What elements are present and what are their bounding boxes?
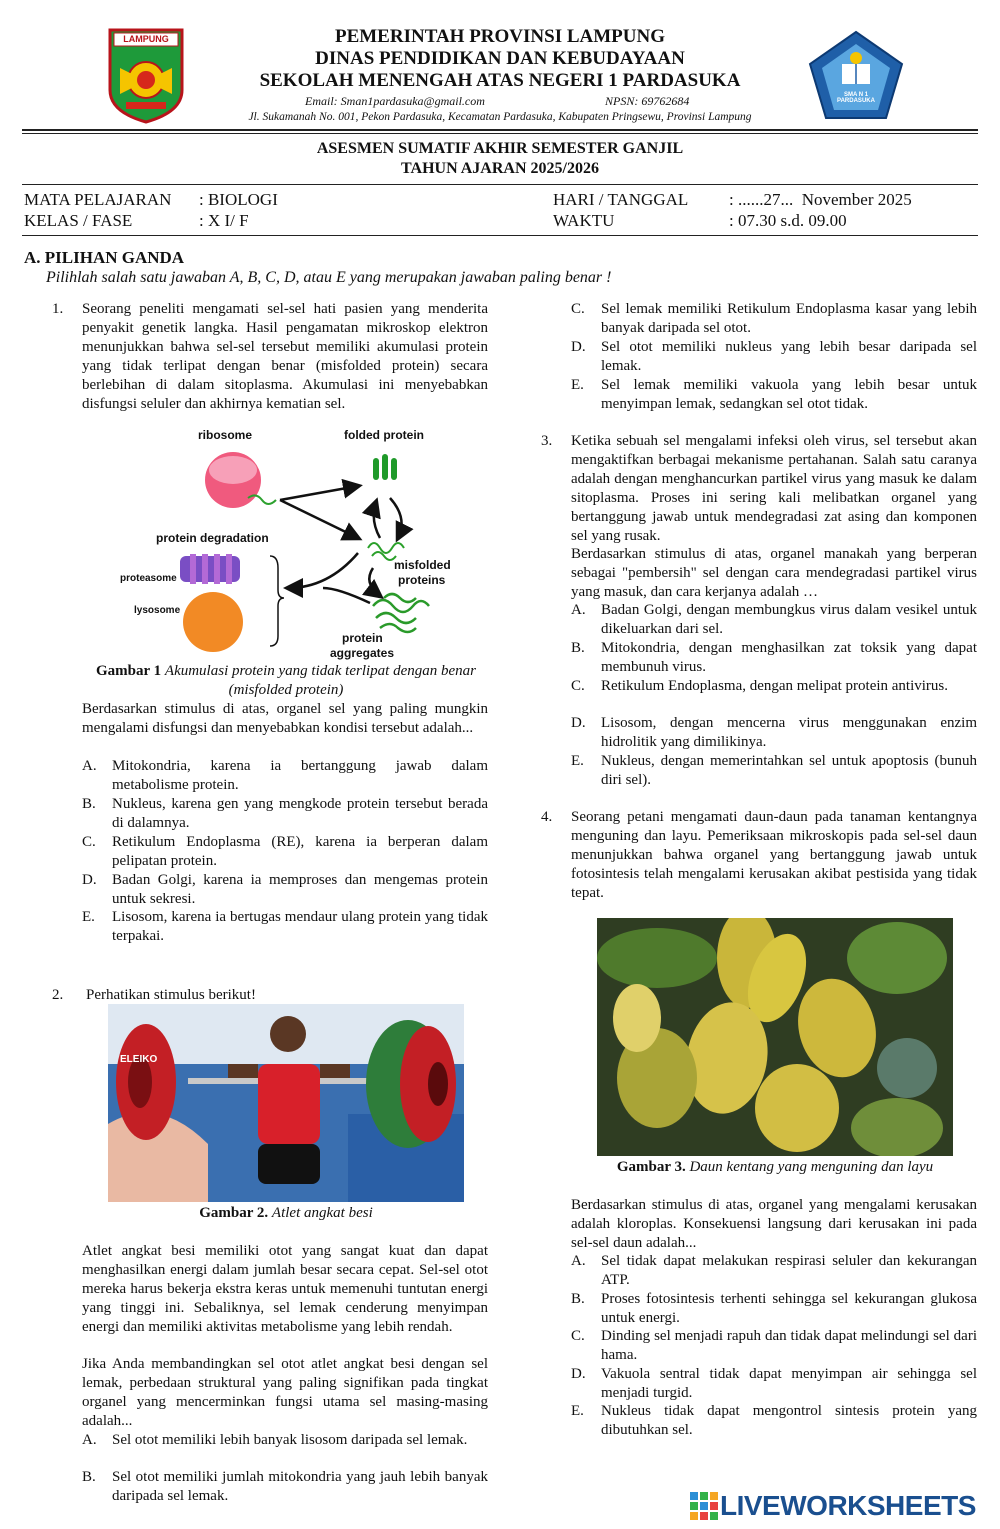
- q3-paragraph-2: Berdasarkan stimulus di atas, organel manakah yang berperan sebagai "pembersih" sel dengan cara mendegradasi partikel virus yang masuk, dan cara kerjanya adalah …: [571, 546, 977, 600]
- q1-option-e-text: Lisosom, karena ia bertugas mendaur ulang protein yang tidak terpakai.: [112, 909, 488, 944]
- figure-1-label-degradation: protein degradation: [156, 531, 269, 545]
- q3-option-e-text: Nukleus, dengan memerintahkan sel untuk apoptosis (bunuh diri sel).: [601, 753, 977, 788]
- q3-number: 3.: [541, 433, 553, 449]
- subject-value: : BIOLOGI: [199, 190, 278, 209]
- exam-title: ASESMEN SUMATIF AKHIR SEMESTER GANJIL: [316, 140, 684, 157]
- figure-1-caption: [90, 662, 482, 700]
- figure-3-caption-text: Daun kentang yang menguning dan layu: [689, 1159, 934, 1175]
- lampung-logo-text: LAMPUNG: [123, 34, 169, 44]
- figure-3-caption-label: Gambar 3.: [616, 1159, 686, 1175]
- q2-paragraph-2: Jika Anda membandingkan sel otot atlet angkat besi dengan sel lemak, perbedaan struktural yang paling signifikan pada tingkat organel yang mencerminkan fungsi utama sel masing-masing adalah...: [82, 1356, 488, 1429]
- q4-option-e-letter: E.: [571, 1403, 584, 1419]
- q3-option-e-letter: E.: [571, 753, 584, 769]
- lampung-logo: [106, 28, 186, 124]
- q4-option-a-text: Sel tidak dapat melakukan respirasi seluler dan kekurangan ATP.: [601, 1253, 977, 1288]
- figure-2-plate-text: ELEIKO: [120, 1054, 158, 1065]
- q3-option-b-letter: B.: [571, 640, 585, 656]
- q1-option-e-letter: E.: [82, 909, 95, 925]
- q4-option-c-letter: C.: [571, 1328, 585, 1344]
- time-value: : 07.30 s.d. 09.00: [729, 211, 847, 230]
- subject-label: MATA PELAJARAN: [24, 190, 172, 209]
- q3-option-a[interactable]: [571, 601, 977, 639]
- figure-3-caption: [590, 1158, 960, 1177]
- q2-option-d-letter: D.: [571, 339, 586, 355]
- q4-option-b-letter: B.: [571, 1291, 585, 1307]
- figure-1-caption-text: Akumulasi protein yang tidak terlipat dengan benar (misfolded protein): [164, 663, 476, 698]
- figure-1-label-protein: protein: [342, 631, 383, 645]
- figure-1-label-proteins: proteins: [398, 573, 446, 587]
- figure-2-photo: [108, 1004, 464, 1202]
- section-title: A. PILIHAN GANDA: [24, 248, 185, 267]
- header-divider-thick: [22, 129, 978, 131]
- figure-1-label-misfolded: misfolded: [394, 558, 451, 572]
- q4-number: 4.: [541, 809, 553, 825]
- q1-option-d-text: Badan Golgi, karena ia memproses dan mengemas protein untuk sekresi.: [112, 872, 488, 907]
- q2-option-a-letter: A.: [82, 1432, 97, 1448]
- q4-option-d-letter: D.: [571, 1366, 586, 1382]
- school-logo: [806, 30, 906, 122]
- figure-2-caption: [108, 1204, 464, 1223]
- figure-3-photo: [597, 918, 953, 1156]
- header-line-1: PEMERINTAH PROVINSI LAMPUNG: [334, 26, 666, 47]
- q4-option-e-text: Nukleus tidak dapat mengontrol sintesis protein yang dibutuhkan sel.: [601, 1403, 977, 1438]
- figure-1-label-proteasome: proteasome: [120, 573, 177, 584]
- q3-option-a-letter: A.: [571, 602, 586, 618]
- q3-option-b-text: Mitokondria, dengan menghasilkan zat toksik yang dapat membunuh virus.: [601, 640, 977, 675]
- figure-1-caption-label: Gambar 1: [96, 663, 162, 679]
- q2-paragraph-1: Atlet angkat besi memiliki otot yang sangat kuat dan dapat menghasilkan energi dalam jumlah besar secara cepat. Sel-sel otot mereka harus bekerja ekstra keras untuk memenuhi tuntutan energi yang tinggi ini. Sebaliknya, sel lemak cenderung menyimpan energi dan memiliki aktivitas metabolisme yang lebih rendah.: [82, 1243, 488, 1335]
- q2-number: 2.: [52, 987, 64, 1003]
- header-address: Jl. Sukamanah No. 001, Pekon Pardasuka, Kecamatan Pardasuka, Kabupaten Pringsewu, Provinsi Lampung: [248, 111, 752, 123]
- section-instruction: Pilihlah salah satu jawaban A, B, C, D, atau E yang merupakan jawaban paling benar !: [46, 269, 612, 286]
- q3-option-d-letter: D.: [571, 715, 586, 731]
- q4-option-b[interactable]: [571, 1290, 977, 1328]
- q3-paragraph-1: Ketika sebuah sel mengalami infeksi oleh virus, sel tersebut akan mengaktifkan berbagai mekanisme pertahanan. Salah satu caranya adalah dengan menghancurkan partikel virus yang masuk ke dalam sitoplasma. Proses ini sering kali melibatkan organel yang bertanggung jawab untuk mendegradasi zat asing dan komponen sel yang rusak.: [571, 433, 977, 544]
- figure-1-label-lysosome: lysosome: [134, 605, 181, 616]
- q2-option-d[interactable]: [571, 338, 977, 376]
- q1-option-d[interactable]: [82, 871, 488, 909]
- q2-option-b-text: Sel otot memiliki jumlah mitokondria yang jauh lebih banyak daripada sel lemak.: [112, 1469, 488, 1504]
- liveworksheets-icon: [690, 1492, 718, 1520]
- q1-option-b-letter: B.: [82, 796, 96, 812]
- q1-option-a-text: Mitokondria, karena ia bertanggung jawab dalam metabolisme protein.: [112, 758, 488, 793]
- figure-1-label-aggregates: aggregates: [330, 646, 395, 660]
- q4-option-d[interactable]: [571, 1365, 977, 1403]
- q4-stem: Seorang petani mengamati daun-daun pada tanaman kentangnya menguning dan layu. Pemeriksaan mikroskopis pada sel-sel daun menunjukkan bahwa organel yang bertanggung jawab untuk fotosintesis telah mengalami kerusakan akibat pestisida yang tidak tepat.: [571, 809, 977, 901]
- q1-option-a[interactable]: [82, 757, 488, 795]
- q4-option-b-text: Proses fotosintesis terhenti sehingga sel kekurangan glukosa untuk energi.: [601, 1291, 977, 1326]
- q3-option-d[interactable]: [571, 714, 977, 752]
- q4-option-c-text: Dinding sel menjadi rapuh dan tidak dapat melindungi sel dari hama.: [601, 1328, 977, 1363]
- liveworksheets-text: LIVEWORKSHEETS: [720, 1490, 976, 1521]
- q3-option-b[interactable]: [571, 639, 977, 677]
- figure-1-label-folded: folded protein: [344, 428, 424, 442]
- exam-divider: [22, 184, 978, 185]
- q2-option-e-letter: E.: [571, 377, 584, 393]
- header-line-2: DINAS PENDIDIKAN DAN KEBUDAYAAN: [315, 48, 685, 69]
- info-divider: [22, 235, 978, 236]
- q4-option-c[interactable]: [571, 1327, 977, 1365]
- q4-question: Berdasarkan stimulus di atas, organel yang mengalami kerusakan adalah kloroplas. Konsekuensi langsung dari kerusakan ini pada sel-sel daun adalah...: [571, 1197, 977, 1251]
- figure-1: [118, 428, 458, 662]
- header-line-3: SEKOLAH MENENGAH ATAS NEGERI 1 PARDASUKA: [259, 70, 741, 91]
- q4-option-d-text: Vakuola sentral tidak dapat menyimpan air sehingga sel menjadi turgid.: [601, 1366, 977, 1401]
- q3-option-a-text: Badan Golgi, dengan membungkus virus dalam vesikel untuk dikeluarkan dari sel.: [601, 602, 977, 637]
- q1-option-a-letter: A.: [82, 758, 97, 774]
- q2-option-e-text: Sel lemak memiliki vakuola yang lebih besar untuk menyimpan lemak, sedangkan sel otot tidak.: [601, 377, 977, 412]
- liveworksheets-logo: [690, 1490, 990, 1522]
- q2-option-d-text: Sel otot memiliki nukleus yang lebih besar daripada sel lemak.: [601, 339, 977, 374]
- school-logo-text: SMA N 1 PARDASUKA: [837, 92, 875, 104]
- q1-number: 1.: [52, 301, 64, 317]
- q1-option-c-text: Retikulum Endoplasma (RE), karena ia berperan dalam pelipatan protein.: [112, 834, 488, 869]
- header-divider-thin: [22, 133, 978, 134]
- header-npsn: NPSN: 69762684: [605, 94, 690, 108]
- q1-option-d-letter: D.: [82, 872, 97, 888]
- q2-option-c-text: Sel lemak memiliki Retikulum Endoplasma kasar yang lebih banyak daripada sel otot.: [601, 301, 977, 336]
- header-email: Email: Sman1pardasuka@gmail.com: [305, 94, 485, 108]
- time-label: WAKTU: [553, 211, 615, 230]
- q3-option-c-text: Retikulum Endoplasma, dengan melipat protein antivirus.: [601, 678, 949, 694]
- q1-option-b[interactable]: [82, 795, 488, 833]
- q2-option-a-text: Sel otot memiliki lebih banyak lisosom daripada sel lemak.: [112, 1432, 468, 1448]
- class-value: : X I/ F: [199, 211, 249, 230]
- figure-2-caption-label: Gambar 2.: [199, 1205, 269, 1221]
- q2-option-a[interactable]: [82, 1431, 488, 1450]
- q1-stem: Seorang peneliti mengamati sel-sel hati pasien yang menderita penyakit genetik langka. Hasil pengamatan mikroskop elektron menunjukkan bahwa sel-sel tersebut memiliki akumulasi protein yang tidak terlipat dengan benar (misfolded protein) secara berlebihan di dalam sitoplasma. Akumulasi ini menyebabkan disfungsi seluler dan akhirnya kematian sel.: [82, 301, 488, 412]
- date-label: HARI / TANGGAL: [553, 190, 689, 209]
- q1-question: Berdasarkan stimulus di atas, organel sel yang paling mungkin mengalami disfungsi dan menyebabkan kondisi tersebut adalah...: [82, 701, 488, 736]
- q4-option-a[interactable]: [571, 1252, 977, 1290]
- q4-option-e[interactable]: [571, 1402, 977, 1440]
- q2-option-c[interactable]: [571, 300, 977, 338]
- q1-option-e[interactable]: [82, 908, 488, 946]
- q1-option-b-text: Nukleus, karena gen yang mengkode protein tersebut berada di dalamnya.: [112, 796, 488, 831]
- date-value: : ......27... November 2025: [729, 190, 912, 209]
- q3-option-d-text: Lisosom, dengan mencerna virus menggunakan enzim hidrolitik yang dimilikinya.: [601, 715, 977, 750]
- exam-year: TAHUN AJARAN 2025/2026: [401, 160, 599, 177]
- q1-option-c-letter: C.: [82, 834, 96, 850]
- figure-1-label-ribosome: ribosome: [198, 428, 253, 442]
- q2-option-c-letter: C.: [571, 301, 585, 317]
- q2-option-b-letter: B.: [82, 1469, 96, 1485]
- figure-2-caption-text: Atlet angkat besi: [271, 1205, 373, 1221]
- q4-option-a-letter: A.: [571, 1253, 586, 1269]
- q3-option-c[interactable]: [571, 677, 977, 696]
- q1-option-c[interactable]: [82, 833, 488, 871]
- q2-option-e[interactable]: [571, 376, 977, 414]
- q3-option-c-letter: C.: [571, 678, 585, 694]
- q2-stem: Perhatikan stimulus berikut!: [86, 987, 256, 1003]
- class-label: KELAS / FASE: [24, 211, 133, 230]
- q3-option-e[interactable]: [571, 752, 977, 790]
- q2-option-b[interactable]: [82, 1468, 488, 1506]
